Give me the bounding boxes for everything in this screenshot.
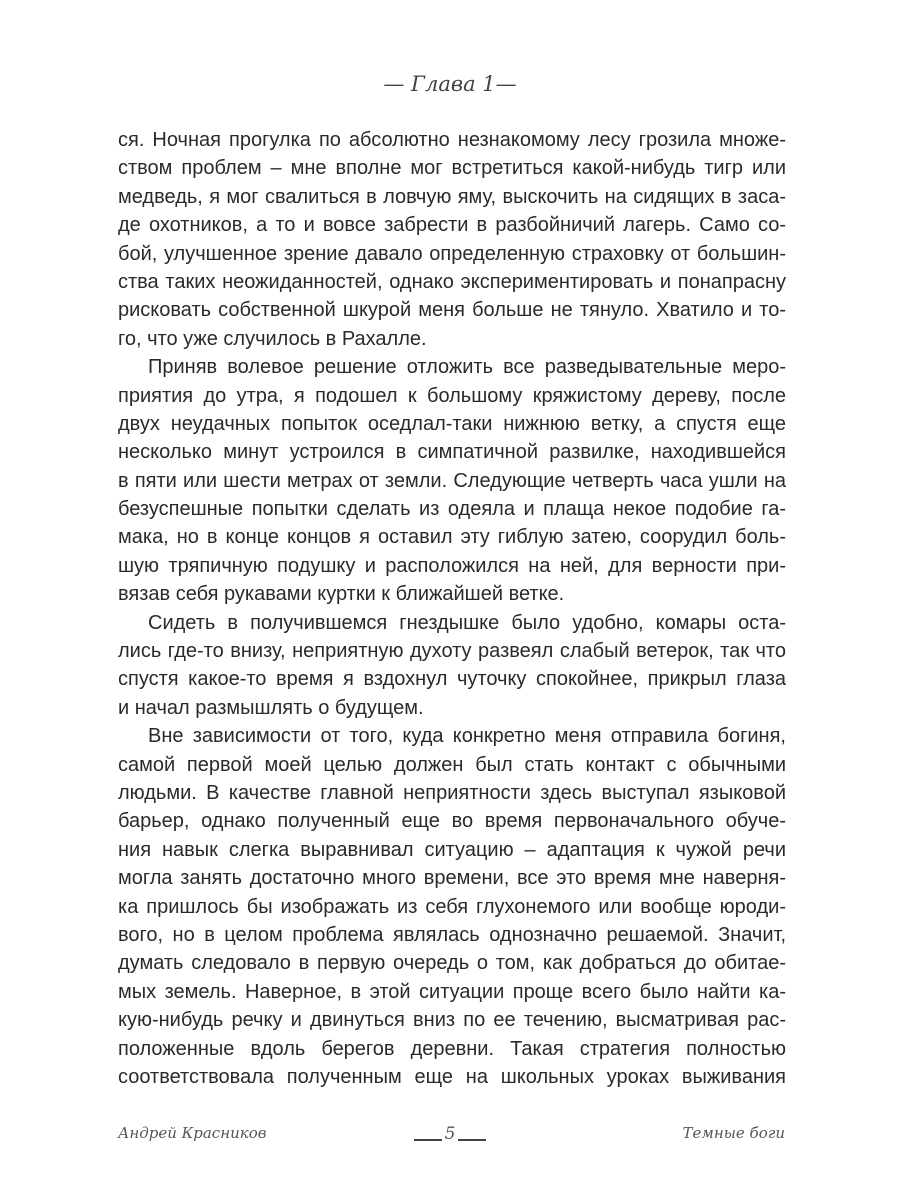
divider bbox=[458, 1139, 486, 1141]
text-line: и начал размышлять о будущем. bbox=[118, 696, 424, 719]
text-line: несколько минут устроился в симпатичной развилке, находившейся bbox=[118, 441, 786, 464]
text-line: шую тряпичную подушку и расположился на ней, для верности при- bbox=[118, 554, 786, 577]
text-line: бой, улучшенное зрение давало определенную страховку от большин- bbox=[118, 242, 786, 265]
text-line: ся. Ночная прогулка по абсолютно незнакомому лесу грозила множе- bbox=[118, 129, 786, 151]
text-line: ством проблем – мне вполне мог встретиться какой-нибудь тигр или bbox=[118, 157, 786, 180]
text-line: де охотников, а то и вовсе забрести в разбойничий лагерь. Само со- bbox=[118, 214, 786, 237]
text-line: барьер, однако полученный еще во время первоначального обуче- bbox=[118, 810, 786, 833]
text-line: соответствовала полученным еще на школьных уроках выживания bbox=[118, 1065, 786, 1088]
text-line: Приняв волевое решение отложить все разведывательные меро- bbox=[148, 356, 786, 379]
text-line: самой первой моей целью должен был стать контакт с обычными bbox=[118, 753, 786, 776]
text-line: безуспешные попытки сделать из одеяла и плаща некое подобие га- bbox=[118, 498, 786, 521]
text-line: ства таких неожиданностей, однако экспериментировать и понапрасну bbox=[118, 270, 786, 293]
divider bbox=[414, 1139, 442, 1141]
paragraph bbox=[118, 126, 786, 353]
text-line: лись где-то внизу, неприятную духоту развеял слабый ветерок, так что bbox=[118, 640, 786, 663]
text-line: спустя какое-то время я вздохнул чуточку спокойнее, прикрыл глаза bbox=[118, 668, 786, 691]
chapter-header: — Глава 1— bbox=[383, 72, 517, 96]
text-line: мака, но в конце концов я оставил эту гиблую затею, соорудил боль- bbox=[118, 526, 786, 549]
footer-book-title: Темные боги bbox=[682, 1124, 785, 1142]
text-line: людьми. В качестве главной неприятности здесь выступал языковой bbox=[118, 781, 786, 804]
text-line: думать следовало в первую очередь о том, как добраться до обитае- bbox=[118, 952, 786, 975]
body-text bbox=[118, 126, 786, 1091]
text-line: положенные вдоль берегов деревни. Такая стратегия полностью bbox=[118, 1037, 786, 1060]
text-line: рисковать собственной шкурой меня больше не тянуло. Хватило и то- bbox=[118, 299, 786, 322]
paragraph bbox=[118, 609, 786, 723]
paragraph bbox=[118, 353, 786, 609]
text-line: в пяти или шести метрах от земли. Следующие четверть часа ушли на bbox=[118, 469, 786, 492]
footer-author: Андрей Красников bbox=[118, 1124, 267, 1142]
text-line: мых земель. Наверное, в этой ситуации проще всего было найти ка- bbox=[118, 980, 786, 1003]
text-line: Сидеть в получившемся гнездышке было удобно, комары оста- bbox=[148, 611, 786, 634]
page-number-value: 5 bbox=[444, 1124, 456, 1144]
paragraph bbox=[118, 722, 786, 1091]
text-line: вого, но в целом проблема являлась однозначно решаемой. Значит, bbox=[118, 923, 786, 946]
text-line: ка пришлось бы изображать из себя глухонемого или вообще юроди- bbox=[118, 895, 786, 918]
text-line: вязав себя рукавами куртки к ближайшей ветке. bbox=[118, 583, 565, 606]
text-line: Вне зависимости от того, куда конкретно меня отправила богиня, bbox=[148, 725, 786, 748]
text-line: кую-нибудь речку и двинуться вниз по ее течению, высматривая рас- bbox=[118, 1009, 786, 1032]
text-line: медведь, я мог свалиться в ловчую яму, выскочить на сидящих в заса- bbox=[118, 185, 786, 208]
text-line: двух неудачных попыток оседлал-таки нижнюю ветку, а спустя еще bbox=[118, 412, 786, 435]
text-line: приятия до утра, я подошел к большому кряжистому дереву, после bbox=[118, 384, 786, 407]
text-line: го, что уже случилось в Рахалле. bbox=[118, 327, 427, 350]
text-line: могла занять достаточно много времени, все это время мне наверня- bbox=[118, 867, 786, 890]
text-line: ния навык слегка выравнивал ситуацию – адаптация к чужой речи bbox=[118, 838, 786, 861]
